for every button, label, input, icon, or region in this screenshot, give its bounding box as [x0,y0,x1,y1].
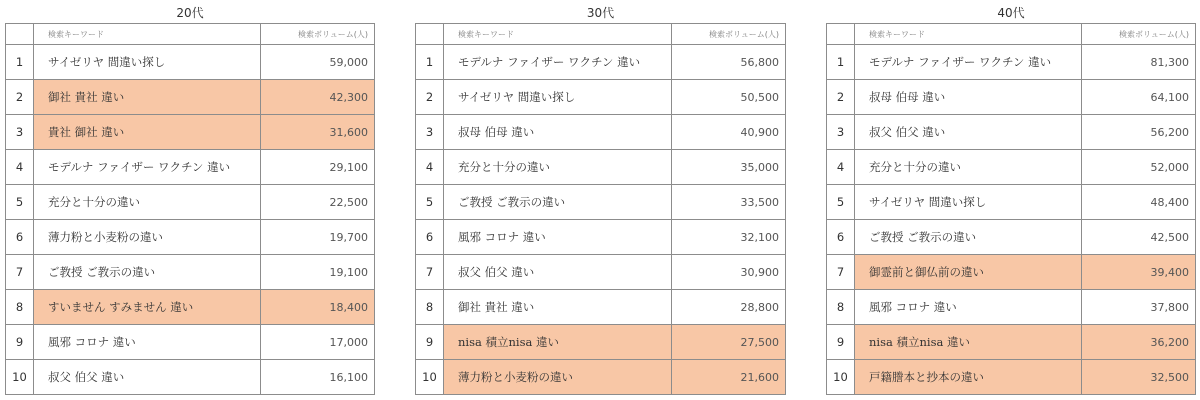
volume-cell: 16,100 [261,360,375,395]
keyword-cell: モデルナ ファイザー ワクチン 違い [444,45,672,80]
volume-cell: 81,300 [1082,45,1196,80]
table-row [416,325,786,360]
rank-cell: 8 [827,290,855,325]
rank-header [6,24,34,45]
rank-cell: 8 [6,290,34,325]
table-row [827,360,1196,395]
rank-cell: 5 [6,185,34,220]
volume-cell: 40,900 [672,115,786,150]
table-header-row [416,24,786,45]
table-row [6,290,375,325]
keyword-cell: nisa 積立nisa 違い [855,325,1082,360]
keyword-cell: モデルナ ファイザー ワクチン 違い [34,150,261,185]
keyword-cell: 充分と十分の違い [444,150,672,185]
keyword-cell: 風邪 コロナ 違い [444,220,672,255]
volume-cell: 48,400 [1082,185,1196,220]
rank-cell: 2 [827,80,855,115]
table-row [6,115,375,150]
rank-cell: 3 [416,115,444,150]
keyword-cell: 叔母 伯母 違い [855,80,1082,115]
rank-cell: 7 [416,255,444,290]
volume-cell: 17,000 [261,325,375,360]
volume-cell: 21,600 [672,360,786,395]
table-row [6,325,375,360]
keyword-header: 検索キーワード [444,24,672,45]
ranking-panel-40s [826,4,1196,395]
volume-cell: 19,100 [261,255,375,290]
table-row [416,80,786,115]
volume-cell: 64,100 [1082,80,1196,115]
table-row [416,220,786,255]
volume-cell: 36,200 [1082,325,1196,360]
rank-header [416,24,444,45]
rank-cell: 2 [416,80,444,115]
rank-cell: 4 [416,150,444,185]
table-row [416,255,786,290]
keyword-header: 検索キーワード [855,24,1082,45]
volume-cell: 39,400 [1082,255,1196,290]
keyword-cell: 叔父 伯父 違い [34,360,261,395]
volume-header: 検索ボリューム(人) [1082,24,1196,45]
table-row [416,290,786,325]
table-row [6,80,375,115]
table-row [6,150,375,185]
table-row [827,150,1196,185]
keyword-cell: 御霊前と御仏前の違い [855,255,1082,290]
volume-cell: 32,500 [1082,360,1196,395]
keyword-cell: 叔父 伯父 違い [855,115,1082,150]
volume-cell: 42,500 [1082,220,1196,255]
table-row [827,185,1196,220]
volume-cell: 42,300 [261,80,375,115]
table-row [416,45,786,80]
keyword-cell: 御社 貴社 違い [34,80,261,115]
keyword-cell: 叔母 伯母 違い [444,115,672,150]
rank-cell: 3 [6,115,34,150]
table-header-row [827,24,1196,45]
rank-cell: 10 [416,360,444,395]
ranking-table [5,23,375,395]
rank-cell: 6 [416,220,444,255]
keyword-cell: 風邪 コロナ 違い [855,290,1082,325]
volume-cell: 18,400 [261,290,375,325]
keyword-cell: モデルナ ファイザー ワクチン 違い [855,45,1082,80]
rank-cell: 7 [827,255,855,290]
ranking-panel-30s [415,4,786,395]
table-row [827,290,1196,325]
rank-cell: 8 [416,290,444,325]
group-title: 40代 [997,6,1025,20]
rank-cell: 9 [416,325,444,360]
rank-cell: 9 [827,325,855,360]
rank-cell: 1 [6,45,34,80]
volume-cell: 27,500 [672,325,786,360]
table-row [827,115,1196,150]
ranking-table [415,23,786,395]
table-row [827,325,1196,360]
volume-cell: 52,000 [1082,150,1196,185]
rank-cell: 5 [827,185,855,220]
ranking-table [826,23,1196,395]
keyword-cell: 御社 貴社 違い [444,290,672,325]
rank-cell: 6 [827,220,855,255]
rank-cell: 4 [6,150,34,185]
rank-header [827,24,855,45]
table-row [6,45,375,80]
rank-cell: 1 [416,45,444,80]
volume-header: 検索ボリューム(人) [672,24,786,45]
table-row [6,220,375,255]
rank-cell: 7 [6,255,34,290]
rank-cell: 1 [827,45,855,80]
rank-cell: 3 [827,115,855,150]
group-title: 30代 [586,6,615,20]
keyword-cell: 薄力粉と小麦粉の違い [444,360,672,395]
table-row [6,255,375,290]
table-row [827,255,1196,290]
volume-cell: 30,900 [672,255,786,290]
table-row [416,115,786,150]
table-row [416,360,786,395]
volume-cell: 32,100 [672,220,786,255]
table-row [827,220,1196,255]
volume-cell: 29,100 [261,150,375,185]
group-title: 20代 [176,6,204,20]
keyword-cell: 充分と十分の違い [855,150,1082,185]
rank-cell: 2 [6,80,34,115]
ranking-panel-20s [5,4,375,395]
keyword-cell: ご教授 ご教示の違い [855,220,1082,255]
rank-cell: 9 [6,325,34,360]
rank-cell: 10 [827,360,855,395]
keyword-cell: 風邪 コロナ 違い [34,325,261,360]
volume-cell: 37,800 [1082,290,1196,325]
table-row [416,185,786,220]
rank-cell: 4 [827,150,855,185]
table-row [827,80,1196,115]
rank-cell: 5 [416,185,444,220]
keyword-cell: サイゼリヤ 間違い探し [855,185,1082,220]
volume-cell: 35,000 [672,150,786,185]
volume-header: 検索ボリューム(人) [261,24,375,45]
keyword-cell: 薄力粉と小麦粉の違い [34,220,261,255]
table-row [827,45,1196,80]
volume-cell: 50,500 [672,80,786,115]
volume-cell: 59,000 [261,45,375,80]
table-row [6,360,375,395]
keyword-cell: 戸籍謄本と抄本の違い [855,360,1082,395]
keyword-cell: ご教授 ご教示の違い [444,185,672,220]
keyword-cell: 叔父 伯父 違い [444,255,672,290]
volume-cell: 56,200 [1082,115,1196,150]
table-row [6,185,375,220]
volume-cell: 33,500 [672,185,786,220]
keyword-cell: 貴社 御社 違い [34,115,261,150]
rank-cell: 6 [6,220,34,255]
keyword-cell: nisa 積立nisa 違い [444,325,672,360]
keyword-cell: ご教授 ご教示の違い [34,255,261,290]
volume-cell: 19,700 [261,220,375,255]
keyword-cell: すいません すみません 違い [34,290,261,325]
volume-cell: 56,800 [672,45,786,80]
table-header-row [6,24,375,45]
keyword-header: 検索キーワード [34,24,261,45]
keyword-cell: 充分と十分の違い [34,185,261,220]
keyword-cell: サイゼリヤ 間違い探し [34,45,261,80]
keyword-cell: サイゼリヤ 間違い探し [444,80,672,115]
volume-cell: 31,600 [261,115,375,150]
volume-cell: 28,800 [672,290,786,325]
volume-cell: 22,500 [261,185,375,220]
table-row [416,150,786,185]
rank-cell: 10 [6,360,34,395]
